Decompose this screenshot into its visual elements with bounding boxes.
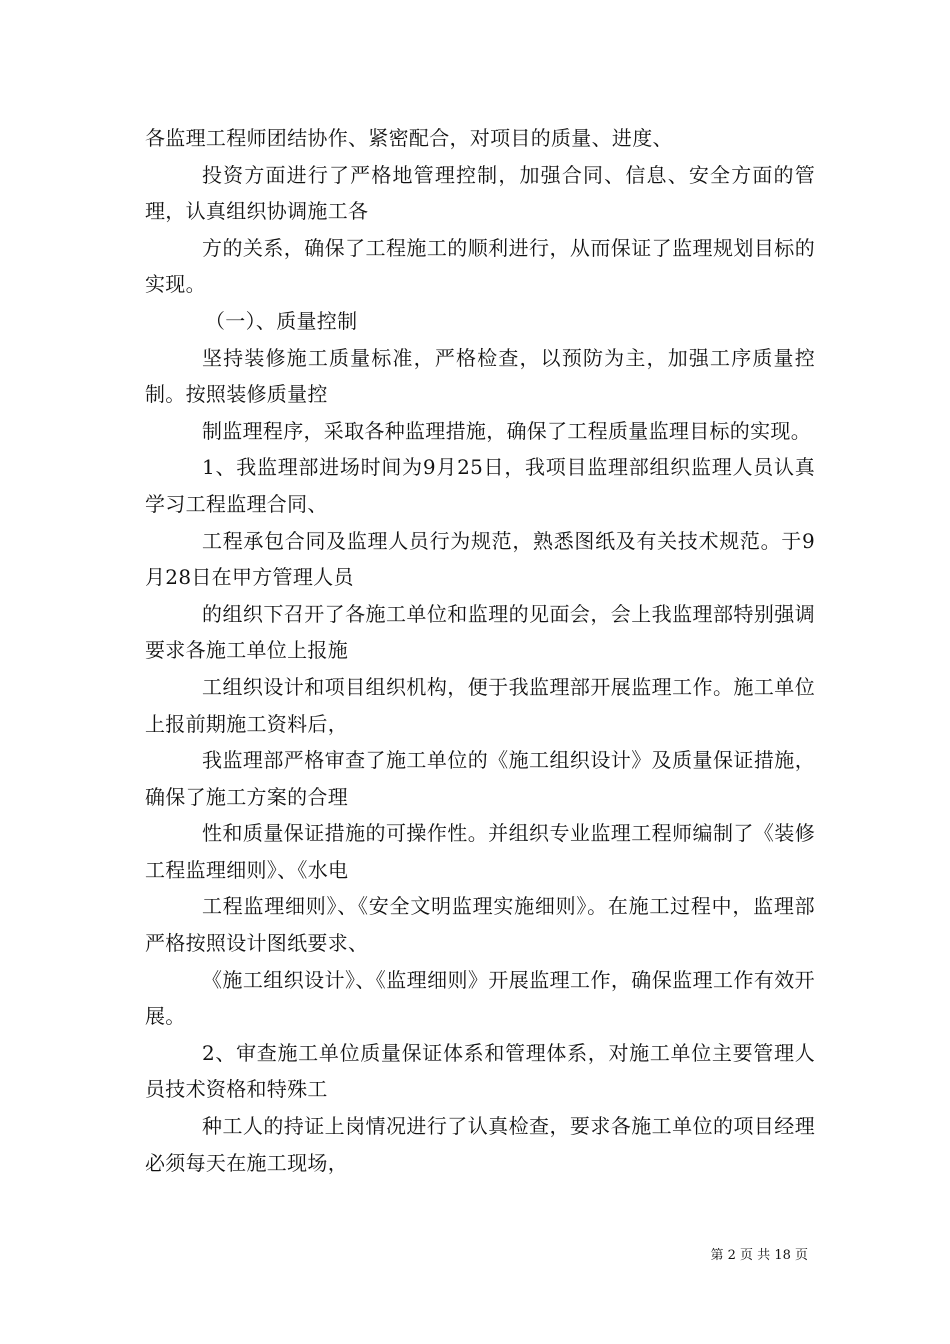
page-number-footer: 第 2 页 共 18 页	[710, 1248, 808, 1263]
paragraph-1: 各监理工程师团结协作、紧密配合，对项目的质量、进度、	[145, 126, 673, 150]
paragraph-13: 工程监理细则》、《安全文明监理实施细则》。在施工过程中，监理部严格按照设计图纸要求、	[145, 894, 815, 956]
paragraph-11: 我监理部严格审查了施工单位的《施工组织设计》及质量保证措施，确保了施工方案的合理	[145, 748, 815, 809]
paragraph-9: 的组织下召开了各施工单位和监理的见面会，会上我监理部特别强调要求各施工单位上报施	[145, 601, 815, 663]
paragraph-15: 2、审查施工单位质量保证体系和管理体系，对施工单位主要管理人员技术资格和特殊工	[145, 1040, 815, 1102]
paragraph-10: 工组织设计和项目组织机构，便于我监理部开展监理工作。施工单位上报前期施工资料后，	[145, 674, 815, 736]
paragraph-7: 1、我监理部进场时间为9月25日，我项目监理部组织监理人员认真学习工程监理合同、	[145, 455, 815, 516]
paragraph-12: 性和质量保证措施的可操作性。并组织专业监理工程师编制了《装修工程监理细则》、《水电	[145, 821, 815, 882]
paragraph-16: 种工人的持证上岗情况进行了认真检查，要求各施工单位的项目经理必须每天在施工现场，	[145, 1114, 815, 1175]
paragraph-14: 《施工组织设计》、《监理细则》开展监理工作，确保监理工作有效开展。	[145, 967, 815, 1029]
document-body	[145, 120, 815, 1181]
paragraph-8: 工程承包合同及监理人员行为规范，熟悉图纸及有关技术规范。于9月28日在甲方管理人员	[145, 528, 815, 590]
section-heading-quality-control: （一）、质量控制	[205, 308, 358, 333]
paragraph-2: 投资方面进行了严格地管理控制，加强合同、信息、安全方面的管理，认真组织协调施工各	[145, 162, 815, 224]
paragraph-3: 方的关系，确保了工程施工的顺利进行，从而保证了监理规划目标的实现。	[145, 235, 815, 297]
paragraph-5: 坚持装修施工质量标准，严格检查，以预防为主，加强工序质量控制。按照装修质量控	[145, 345, 815, 407]
paragraph-6: 制监理程序，采取各种监理措施，确保了工程质量监理目标的实现。	[202, 418, 811, 443]
